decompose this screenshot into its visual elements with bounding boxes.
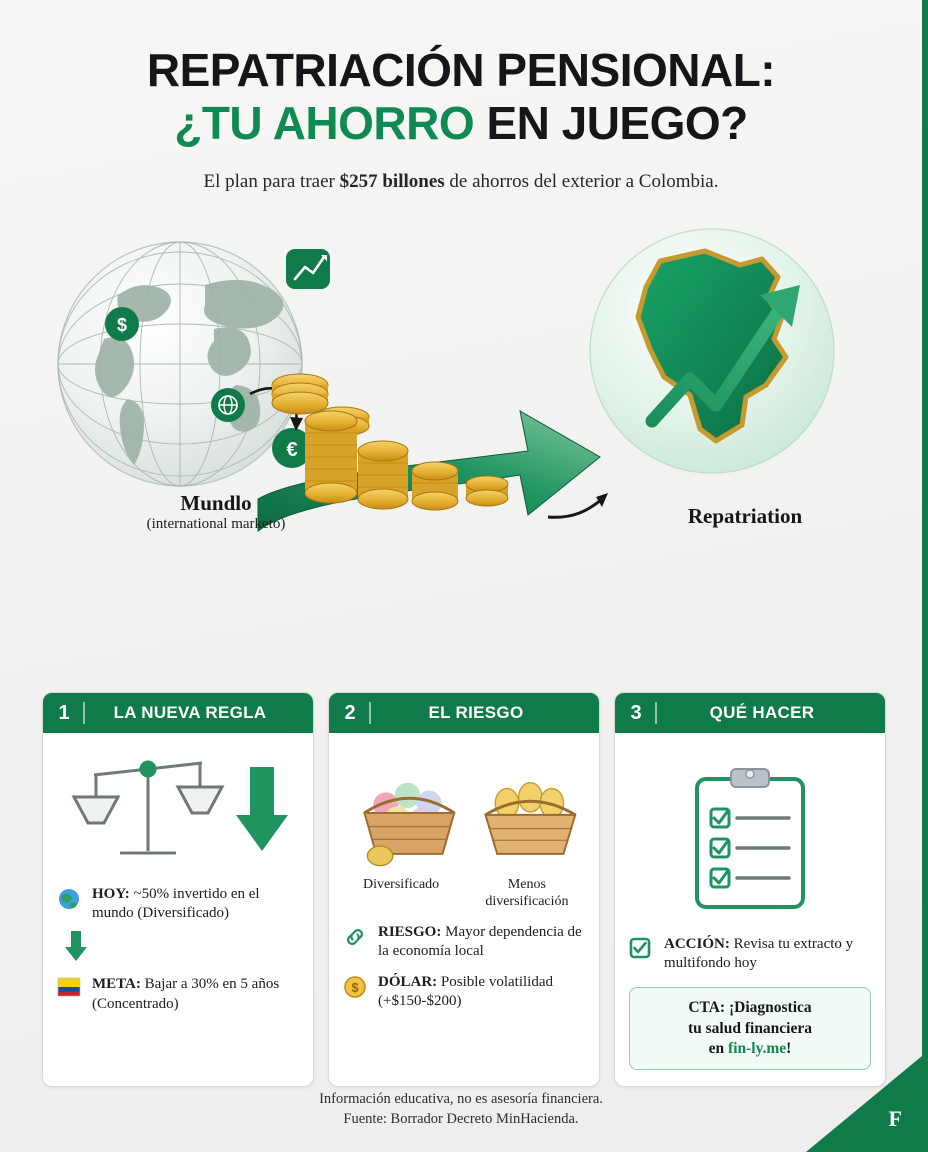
concentrated-basket-icon [485,783,575,854]
dollar-badge-icon [105,307,139,341]
footer-line-1: Información educativa, no es asesoría financiera. [319,1091,603,1107]
footer-line-2: Fuente: Borrador Decreto MinHacienda. [343,1110,579,1127]
page-title-rest: EN JUEGO? [486,96,748,149]
card-3-bullet-1 [629,935,871,973]
card-2-captions [343,877,585,911]
cta-line-3-pre: en [708,1039,729,1057]
card-1-divider [83,702,85,724]
hero-label-right [620,504,870,529]
card-2-bullet-2-text: DÓLAR: Posible volatilidad (+$150-$200) [378,973,553,1010]
cta-box[interactable] [629,987,871,1069]
hero-label-right-main: Repatriation [687,504,803,529]
card-2-caption-2: Menos diversificación [485,877,569,909]
chain-link-icon [343,923,369,954]
card-2-bullet-1-text: RIESGO: Mayor dependencia de la economía local [378,923,582,959]
card-3-title: QUÉ HACER [709,703,815,722]
hero-label-left [96,491,336,533]
cta-line-1: CTA: ¡Diagnostica [688,999,812,1017]
card-nueva-regla [42,692,314,1087]
page-title-line1: REPATRIACIÓN PENSIONAL: [146,44,776,96]
card-que-hacer [614,692,886,1087]
card-1-bullet-1 [57,885,299,923]
down-arrow-icon [236,767,288,851]
card-2-body [329,733,599,1086]
card-2-bullet-2 [343,973,585,1011]
colombia-flag-icon [57,975,83,1002]
cta-line-3-post: ! [786,1039,792,1057]
subtitle [40,171,882,193]
cta-brand-link[interactable]: fin-ly.me [728,1039,787,1057]
header [0,0,922,193]
card-1-body [43,733,313,1086]
card-1-number: 1 [58,702,70,724]
hero-label-left-main: Mundlo [180,491,252,516]
svg-text:$: $ [351,979,359,995]
footer [0,1090,922,1129]
gold-coins-stack [272,374,508,510]
hero-svg [0,199,928,599]
card-1-mid-arrow [57,929,299,963]
page-title-highlight: ¿TU AHORRO [174,96,475,149]
scales-and-down-arrow-art [57,745,299,873]
card-2-divider [369,702,371,724]
balance-scales-icon [74,762,222,853]
card-3-bullet-1-text: ACCIÓN: Revisa tu extracto y multifondo hoy [664,936,854,972]
world-badge-icon [211,388,245,422]
card-1-header [43,693,313,733]
svg-text:€: € [286,439,298,462]
cta-line-3 [638,1039,862,1059]
page-title-line2 [40,98,882,150]
hero-illustration [0,199,922,599]
colombia-map-bubble [590,229,834,473]
two-baskets-eggs-art [343,745,585,875]
card-2-number: 2 [344,702,356,724]
card-3-header [615,693,885,733]
card-3-number: 3 [630,702,642,724]
earth-icon [57,885,83,916]
cta-line-2: tu salud financiera [687,1019,812,1037]
card-1-bullet-2 [57,975,299,1013]
card-2-bullet-1 [343,923,585,961]
card-el-riesgo [328,692,600,1087]
subtitle-pre: El plan para traer [203,171,340,193]
cards-row [42,692,886,1087]
check-box-icon [629,935,655,964]
hero-label-left-sub: (international marketo) [146,516,286,533]
coin-dollar-icon [343,973,369,1004]
card-1-title: LA NUEVA REGLA [113,703,267,722]
card-1-bullet-2-text: META: Bajar a 30% en 5 años (Concentrado) [92,976,280,1012]
diversified-basket-icon [364,783,454,866]
card-2-title: EL RIESGO [428,703,524,722]
card-2-caption-1: Diversificado [362,877,440,892]
card-3-divider [655,702,657,724]
clipboard-checklist-art [629,745,871,913]
svg-text:$: $ [116,315,128,336]
card-1-bullet-1-text: HOY: ~50% invertido en el mundo (Diversificado) [92,886,260,922]
subtitle-post: de ahorros del exterior a Colombia. [444,171,719,193]
chart-up-badge-icon [286,249,330,289]
logo-mark: F [888,1106,902,1131]
globe-icon [58,242,302,486]
card-2-header [329,693,599,733]
card-3-body [615,733,885,1086]
subtitle-amount: $257 billones [339,171,445,193]
